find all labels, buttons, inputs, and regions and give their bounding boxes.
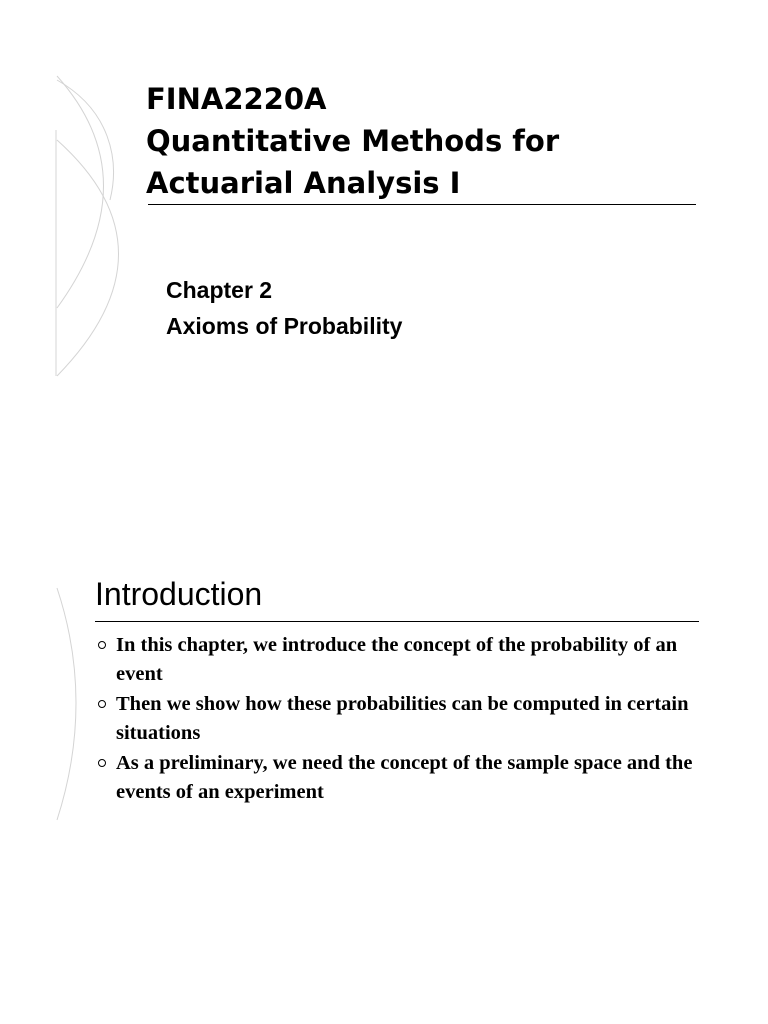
hollow-circle-bullet-icon <box>98 700 106 708</box>
introduction-slide <box>0 512 768 1024</box>
chapter-label: Chapter 2 <box>166 277 273 303</box>
bullet-text: As a preliminary, we need the concept of the sample space and the events of an experiment <box>116 752 693 803</box>
bullet-list <box>96 631 706 808</box>
hollow-circle-bullet-icon <box>98 759 106 767</box>
chapter-title: Axioms of Probability <box>166 313 403 339</box>
course-code: FINA2220A <box>146 82 327 116</box>
bullet-text: In this chapter, we introduce the concept of the probability of an event <box>116 634 678 685</box>
list-item <box>96 631 706 689</box>
hollow-circle-bullet-icon <box>98 641 106 649</box>
chapter-heading <box>166 272 402 344</box>
list-item <box>96 749 706 807</box>
title-divider <box>148 204 696 205</box>
section-title: Introduction <box>95 576 263 612</box>
bullet-text: Then we show how these probabilities can be computed in certain situations <box>116 693 689 744</box>
list-item <box>96 690 706 748</box>
section-divider <box>95 621 699 622</box>
course-title <box>146 78 559 204</box>
course-name-line-1: Quantitative Methods for <box>146 124 560 158</box>
course-name-line-2: Actuarial Analysis I <box>146 166 461 200</box>
